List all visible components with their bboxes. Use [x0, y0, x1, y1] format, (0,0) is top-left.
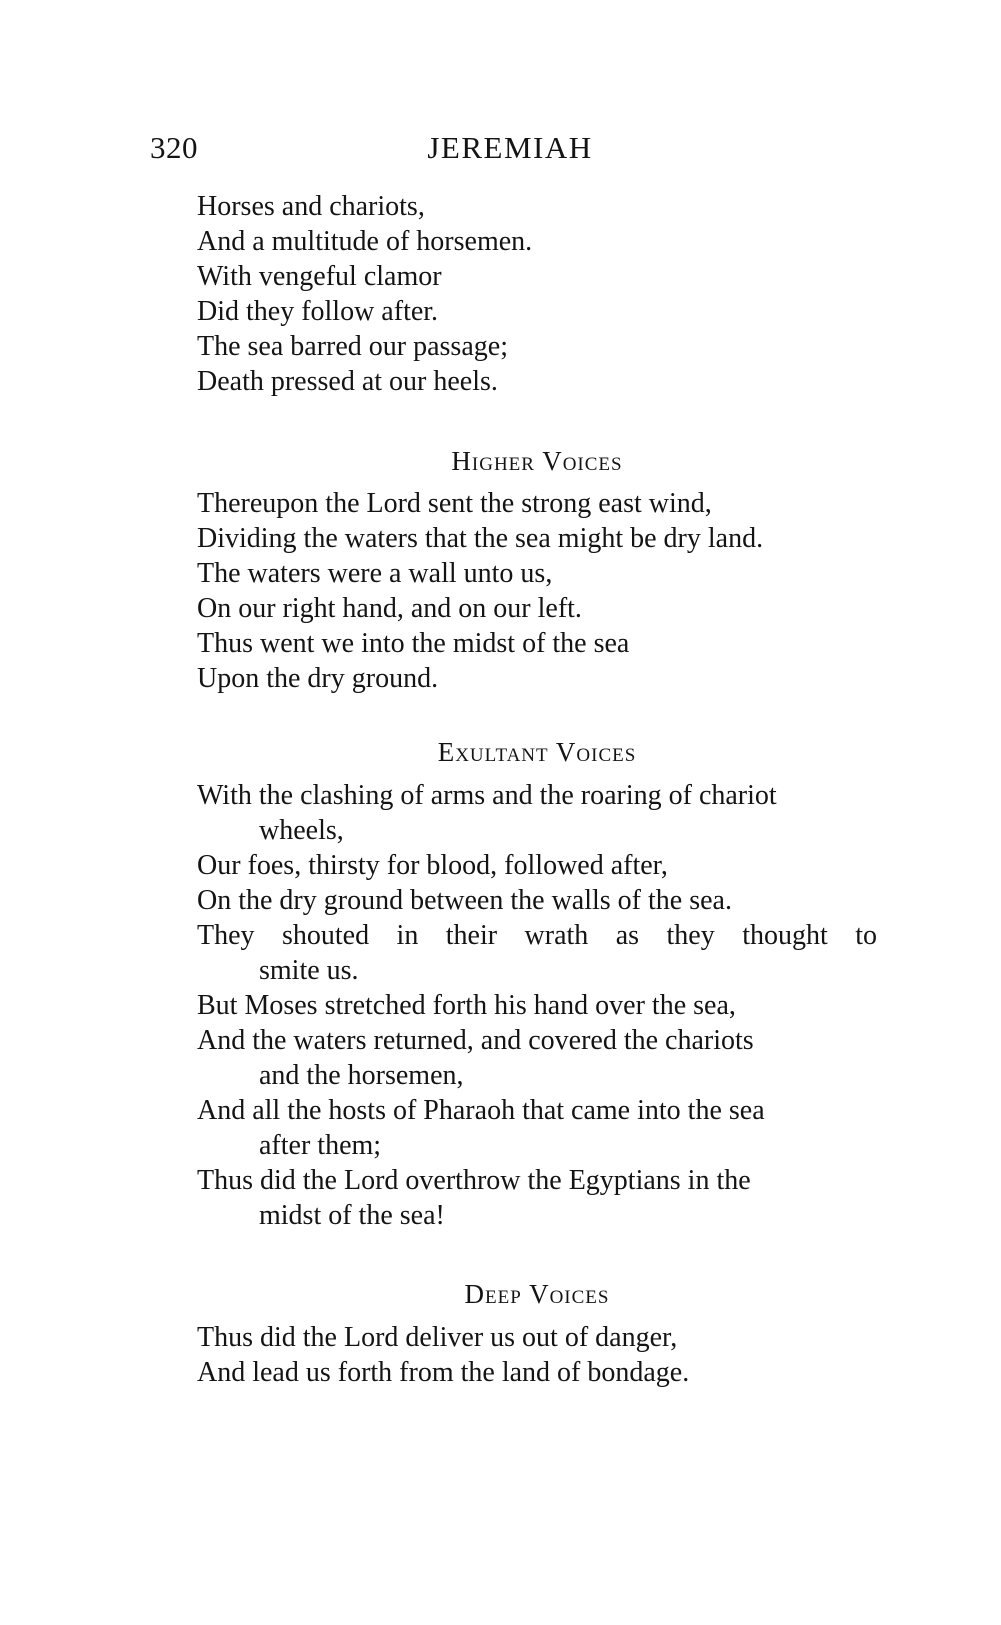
verse-line: On our right hand, and on our left. — [197, 593, 582, 624]
verse-line: Dividing the waters that the sea might be dry land. — [197, 523, 764, 554]
verse-line-continuation: wheels, — [259, 815, 344, 846]
verse-line: On the dry ground between the walls of the sea. — [197, 885, 732, 916]
verse-line-continuation: after them; — [259, 1130, 382, 1161]
verse-line: Horses and chariots, — [197, 191, 425, 222]
stanza-opening — [197, 189, 877, 399]
verse-line: Thereupon the Lord sent the strong east wind, — [197, 488, 712, 519]
running-head — [150, 130, 870, 170]
stanza-higher-voices — [197, 486, 877, 696]
verse-line: And lead us forth from the land of bondage. — [197, 1357, 690, 1388]
verse-line: They shouted in their wrath as they thought to — [197, 920, 877, 951]
section-heading-exultant-voices: Exultant Voices — [437, 737, 637, 767]
verse-line: The sea barred our passage; — [197, 331, 508, 362]
verse-line: And the waters returned, and covered the chariots — [197, 1025, 754, 1056]
section-heading-higher-voices: Higher Voices — [451, 446, 623, 476]
verse-line: Thus did the Lord overthrow the Egyptians in the — [197, 1165, 751, 1196]
verse-line: The waters were a wall unto us, — [197, 558, 553, 589]
stanza-deep-voices — [197, 1320, 877, 1390]
verse-line: Did they follow after. — [197, 296, 439, 327]
stanza-exultant-voices — [197, 778, 877, 1233]
running-title: JEREMIAH — [427, 130, 593, 165]
verse-line-continuation: and the horsemen, — [259, 1060, 464, 1091]
verse-line: Death pressed at our heels. — [197, 366, 498, 397]
verse-line: Thus went we into the midst of the sea — [197, 628, 630, 659]
verse-line: And all the hosts of Pharaoh that came into the sea — [197, 1095, 765, 1126]
page-number: 320 — [150, 130, 198, 165]
verse-line: And a multitude of horsemen. — [197, 226, 533, 257]
verse-line: But Moses stretched forth his hand over the sea, — [197, 990, 736, 1021]
section-heading-deep-voices: Deep Voices — [464, 1279, 610, 1309]
verse-line: With vengeful clamor — [197, 261, 442, 292]
verse-line: Our foes, thirsty for blood, followed after, — [197, 850, 668, 881]
verse-line: Thus did the Lord deliver us out of danger, — [197, 1322, 678, 1353]
verse-line: With the clashing of arms and the roaring of chariot — [197, 780, 777, 811]
verse-line: Upon the dry ground. — [197, 663, 439, 694]
verse-line-continuation: smite us. — [259, 955, 359, 986]
verse-line-continuation: midst of the sea! — [259, 1200, 445, 1231]
